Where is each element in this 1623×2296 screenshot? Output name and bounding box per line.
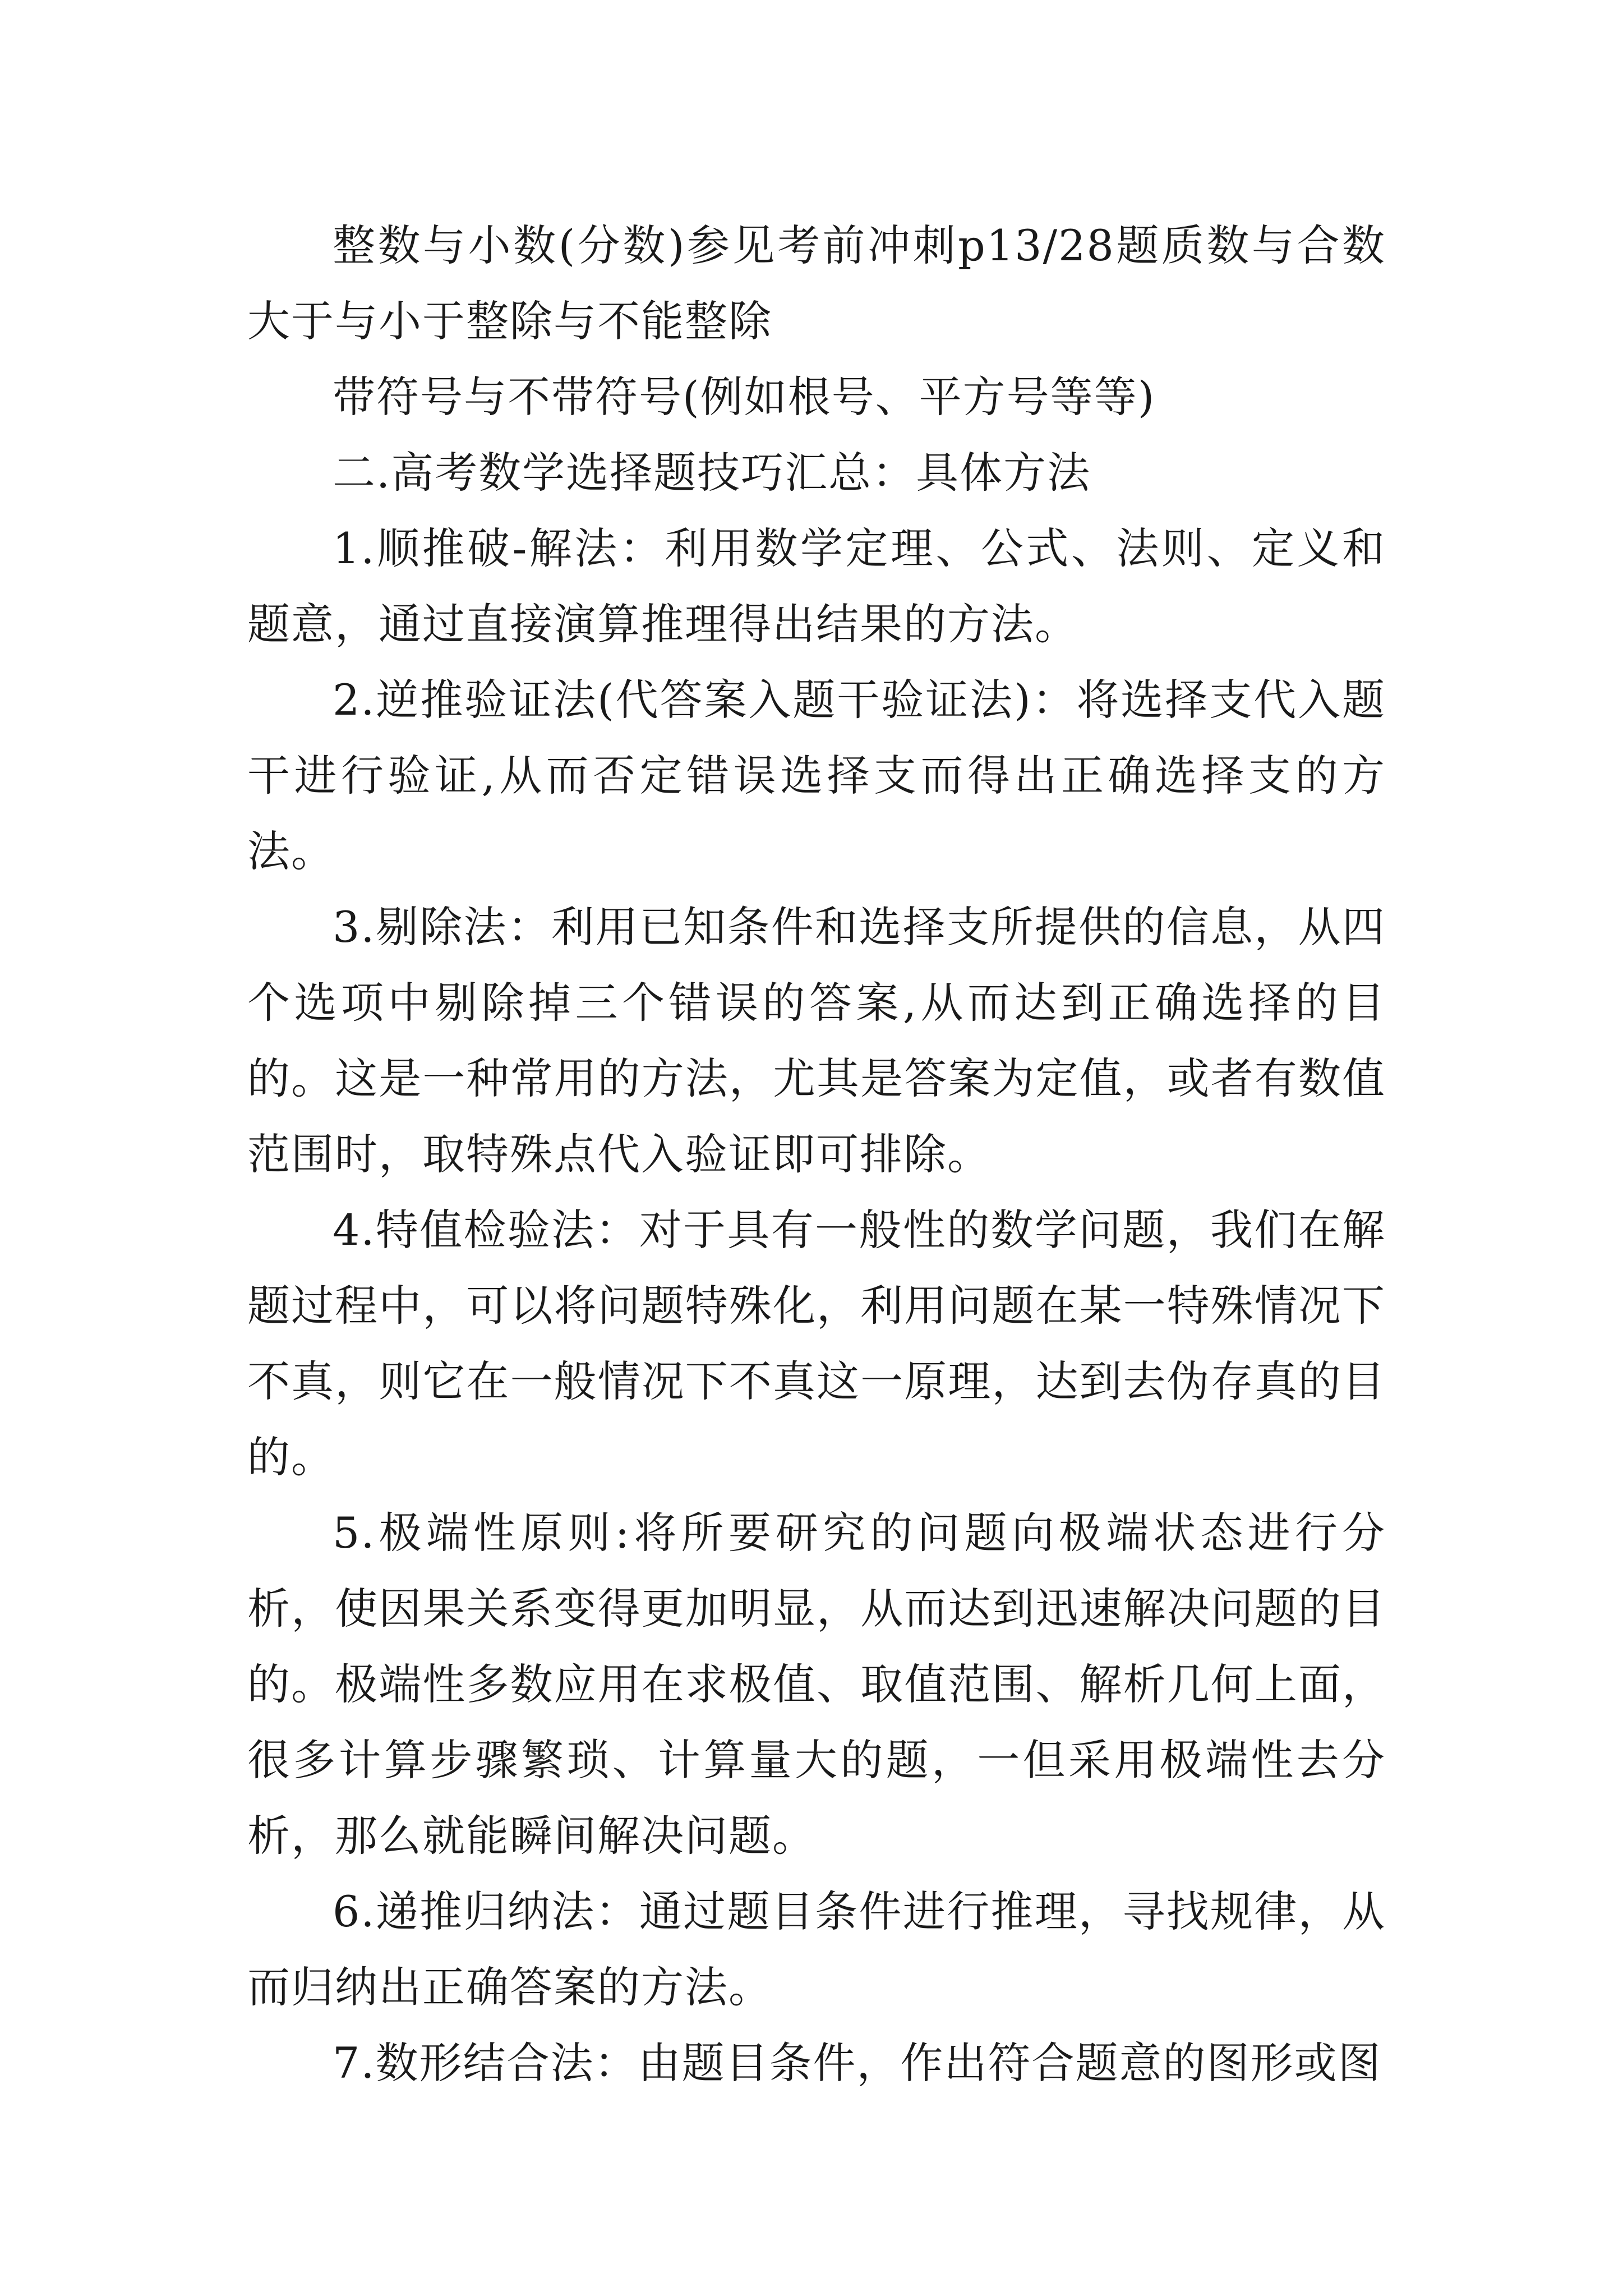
paragraph-method-4: 4.特值检验法：对于具有一般性的数学问题，我们在解题过程中，可以将问题特殊化，利用问题在某一特殊情况下不真，则它在一般情况下不真这一原理，达到去伪存真的目的。 [247, 1205, 1386, 1482]
paragraph-method-5: 5.极端性原则:将所要研究的问题向极端状态进行分析，使因果关系变得更加明显，从而达到迅速解决问题的目的。极端性多数应用在求极值、取值范围、解析几何上面，很多计算步骤繁琐、计算量大的题，一但采用极端性去分析，那么就能瞬间解决问题。 [247, 1508, 1386, 1861]
paragraph-number-types: 整数与小数(分数)参见考前冲刺p13/28题质数与合数大于与小于整除与不能整除 [247, 220, 1386, 346]
section-heading-methods: 二.高考数学选择题技巧汇总：具体方法 [333, 448, 1091, 498]
paragraph-method-1: 1.顺推破-解法：利用数学定理、公式、法则、定义和题意，通过直接演算推理得出结果的方法。 [247, 523, 1386, 649]
paragraph-method-3: 3.剔除法：利用已知条件和选择支所提供的信息，从四个选项中剔除掉三个错误的答案,从而达到正确选择的目的。这是一种常用的方法，尤其是答案为定值，或者有数值范围时，取特殊点代入验证即可排除。 [247, 902, 1386, 1179]
paragraph-method-2: 2.逆推验证法(代答案入题干验证法)：将选择支代入题干进行验证,从而否定错误选择支而得出正确选择支的方法。 [247, 675, 1386, 876]
paragraph-method-7: 7.数形结合法：由题目条件，作出符合题意的图形或图 [333, 2038, 1382, 2088]
body-text [247, 208, 1386, 2101]
paragraph-method-6: 6.递推归纳法：通过题目条件进行推理，寻找规律，从而归纳出正确答案的方法。 [247, 1887, 1386, 2012]
paragraph-signs: 带符号与不带符号(例如根号、平方号等等) [333, 372, 1156, 422]
